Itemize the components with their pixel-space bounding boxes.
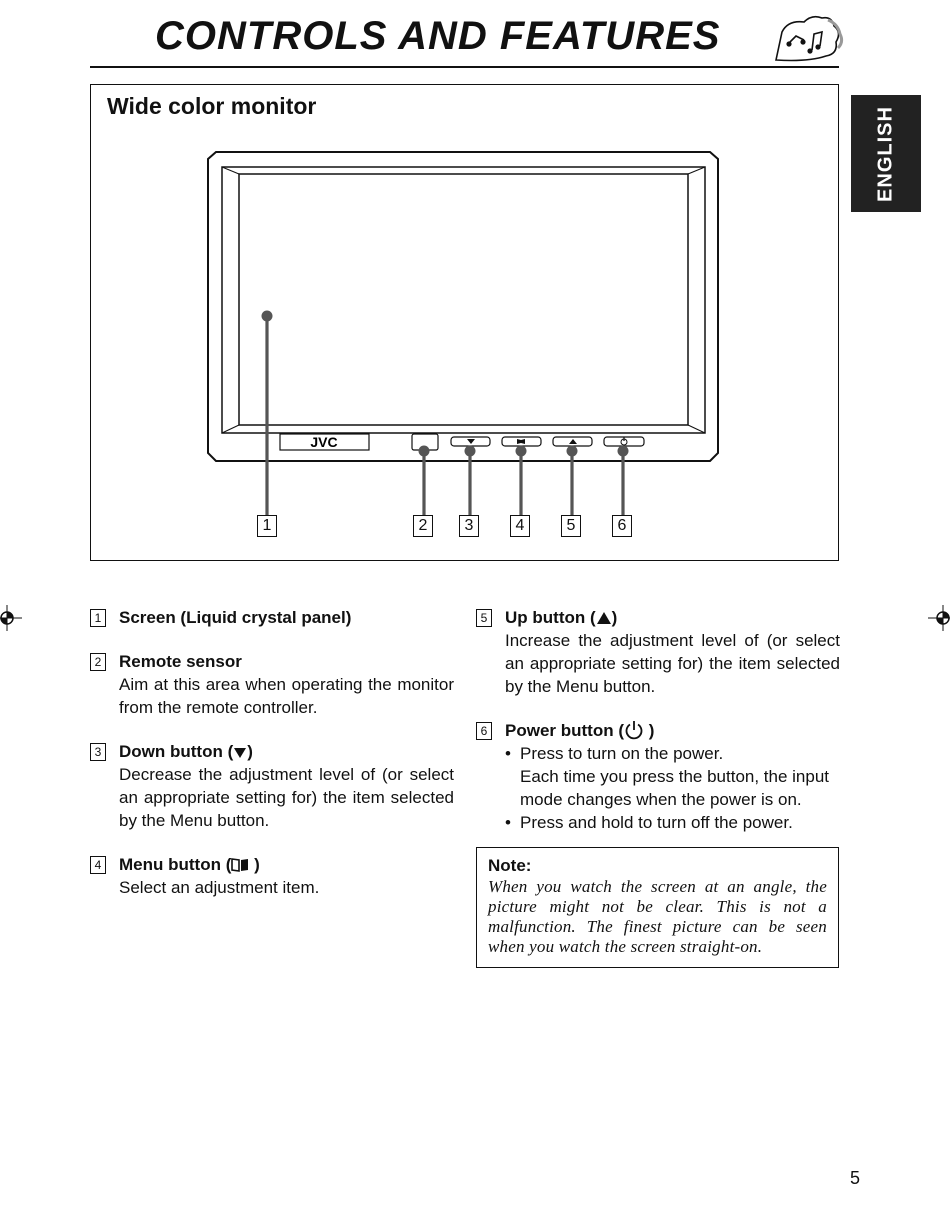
note-text: When you watch the screen at an angle, the picture might not be clear. This is not a malfunction. The finest picture can be seen when you watch the screen straight-on. [488, 877, 827, 956]
menu-book-icon [231, 857, 249, 872]
item-number: 2 [90, 653, 106, 671]
power-icon [624, 720, 644, 740]
item-title-text: Up button ( [505, 608, 596, 627]
list-item [90, 650, 454, 719]
bullet-item [505, 811, 840, 834]
item-title-text: Down button ( [119, 742, 234, 761]
item-body: Decrease the adjustment level of (or select an appropriate setting for) the item selected by the Menu button. [119, 765, 454, 830]
list-item [476, 606, 840, 698]
item-title-text: ) [247, 742, 253, 761]
figure-box [90, 84, 839, 561]
figure-title: Wide color monitor [107, 93, 317, 119]
note-title: Note: [488, 856, 532, 875]
monitor-screen [239, 174, 688, 425]
registration-mark-icon [0, 605, 22, 631]
item-title [119, 853, 454, 876]
item-title [505, 719, 840, 742]
bullet-text: Each time you press the button, the input mode changes when the power is on. [520, 767, 830, 809]
callout-2: 2 [413, 515, 433, 537]
feature-list-left [90, 606, 454, 920]
up-triangle-icon [596, 611, 612, 625]
bullet-list [505, 742, 840, 834]
callout-3: 3 [459, 515, 479, 537]
registration-mark-icon [928, 605, 950, 631]
item-title: Screen (Liquid crystal panel) [119, 608, 352, 627]
callout-6: 6 [612, 515, 632, 537]
item-title-text: ) [643, 721, 655, 740]
item-title-text: Power button ( [505, 721, 624, 740]
title-rule [90, 66, 839, 68]
music-notes-icon [768, 12, 844, 64]
page-number: 5 [850, 1168, 861, 1188]
item-number: 4 [90, 856, 106, 874]
bullet-text: Press and hold to turn off the power. [520, 813, 793, 832]
item-title-text: ) [611, 608, 618, 627]
item-number: 3 [90, 743, 106, 761]
jvc-logo: JVC [310, 434, 338, 450]
item-number: 1 [90, 609, 106, 627]
item-number: 5 [476, 609, 492, 627]
feature-list-right [476, 606, 840, 855]
monitor-illustration [91, 85, 838, 560]
item-body: Select an adjustment item. [119, 878, 320, 897]
item-body: Aim at this area when operating the monitor from the remote controller. [119, 675, 454, 717]
callout-1: 1 [257, 515, 277, 537]
item-title: Remote sensor [119, 652, 242, 671]
note-box [476, 847, 839, 968]
down-triangle-icon [233, 745, 247, 759]
item-body: Increase the adjustment level of (or select an appropriate setting for) the item selected by the Menu button. [505, 631, 840, 696]
callout-4: 4 [510, 515, 530, 537]
item-title-text: ) [249, 855, 260, 874]
item-title [119, 740, 454, 763]
item-title [505, 606, 840, 629]
item-title-text: Menu button ( [119, 855, 232, 874]
list-item [90, 740, 454, 832]
bullet-text: Press to turn on the power. [520, 744, 724, 763]
bullet-item [505, 742, 840, 811]
list-item [476, 719, 840, 834]
list-item [90, 606, 454, 629]
page-title: CONTROLS AND FEATURES [155, 14, 721, 58]
list-item [90, 853, 454, 899]
item-number: 6 [476, 722, 492, 740]
language-tab [851, 95, 921, 212]
language-tab-label: ENGLISH [874, 105, 897, 202]
callout-5: 5 [561, 515, 581, 537]
